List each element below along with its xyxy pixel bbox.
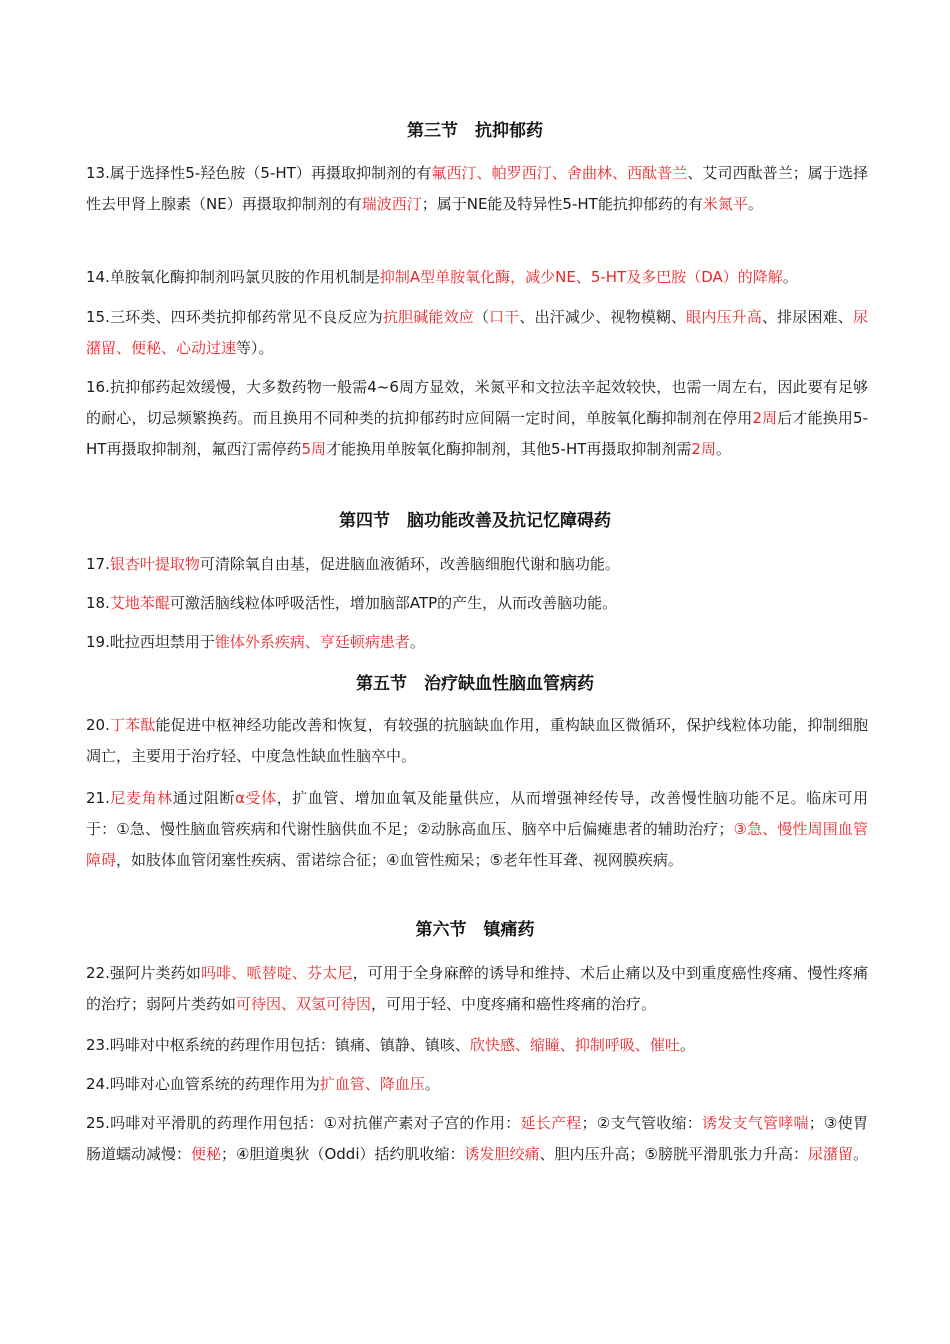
paragraph-18 bbox=[86, 588, 868, 619]
text-run: ，可用于轻、中度疼痛和癌性疼痛的治疗。 bbox=[371, 995, 657, 1013]
highlighted-text: 5周 bbox=[301, 440, 326, 458]
text-run: ；④胆道奥狄（Oddi）括约肌收缩： bbox=[221, 1145, 465, 1163]
paragraph-21 bbox=[86, 783, 868, 876]
text-run: ；②支气管收缩： bbox=[581, 1114, 702, 1132]
text-run: 、排尿困难、 bbox=[761, 308, 853, 326]
highlighted-text: 可待因、双氢可待因 bbox=[236, 995, 372, 1013]
section-heading: 第三节 抗抑郁药 bbox=[407, 121, 543, 141]
highlighted-text: 抑制A型单胺氧化酶，减少NE、5-HT及多巴胺（DA）的降解 bbox=[379, 268, 783, 286]
highlighted-text: 尼麦角林 bbox=[109, 789, 173, 807]
highlighted-text: 欣快感、缩瞳、抑制呼吸、催吐 bbox=[469, 1036, 680, 1054]
paragraph-20 bbox=[86, 710, 868, 772]
text-run: 可清除氧自由基，促进脑血液循环，改善脑细胞代谢和脑功能。 bbox=[199, 555, 620, 573]
highlighted-text: 丁苯酞 bbox=[109, 716, 156, 734]
highlighted-text: ③急、慢性周围血管障碍 bbox=[86, 820, 868, 869]
text-run: 25.吗啡对平滑肌的药理作用包括：①对抗催产素对子宫的作用： bbox=[86, 1114, 521, 1132]
highlighted-text: 扩血管、降血压 bbox=[319, 1075, 425, 1093]
text-run: 17. bbox=[86, 555, 110, 573]
text-run: 20. bbox=[86, 716, 110, 734]
paragraph-14 bbox=[86, 262, 868, 293]
paragraph-17 bbox=[86, 549, 868, 580]
text-run: 可激活脑线粒体呼吸活性，增加脑部ATP的产生，从而改善脑功能。 bbox=[169, 594, 618, 612]
highlighted-text: 艾地苯醌 bbox=[109, 594, 170, 612]
text-run: 15.三环类、四环类抗抑郁药常见不良反应为 bbox=[86, 308, 383, 326]
section-heading: 第五节 治疗缺血性脑血管病药 bbox=[356, 674, 594, 694]
paragraph-16 bbox=[86, 372, 868, 465]
text-run: 。 bbox=[747, 195, 763, 213]
text-run: 。 bbox=[409, 633, 425, 651]
paragraph-25 bbox=[86, 1108, 868, 1170]
text-run: ，可用于全身麻醉的诱导和维持、术后止痛以及中到重度癌性疼痛、慢性疼痛的治疗；弱阿片类药如 bbox=[86, 964, 868, 1013]
highlighted-text: 尿潴留、便秘、心动过速 bbox=[86, 308, 868, 357]
text-run: 22.强阿片类药如 bbox=[86, 964, 201, 982]
text-run: 13.属于选择性5-羟色胺（5-HT）再摄取抑制剂的有 bbox=[86, 164, 432, 182]
highlighted-text: α受体 bbox=[235, 789, 277, 807]
text-run: ；③使胃肠道蠕动减慢： bbox=[86, 1114, 868, 1163]
paragraph-13 bbox=[86, 158, 868, 220]
text-run: 、出汗减少、视物模糊、 bbox=[519, 308, 687, 326]
highlighted-text: 延长产程 bbox=[520, 1114, 582, 1132]
text-run: 。 bbox=[679, 1036, 695, 1054]
highlighted-text: 锥体外系疾病、亨廷顿病患者 bbox=[214, 633, 410, 651]
highlighted-text: 尿潴留 bbox=[807, 1145, 853, 1163]
text-run: 。 bbox=[782, 268, 798, 286]
paragraph-19 bbox=[86, 627, 868, 658]
text-run: （ bbox=[473, 308, 490, 326]
highlighted-text: 2周 bbox=[752, 409, 778, 427]
text-run: 23.吗啡对中枢系统的药理作用包括：镇痛、镇静、镇咳、 bbox=[86, 1036, 470, 1054]
paragraph-24 bbox=[86, 1069, 868, 1100]
text-run: 21. bbox=[86, 789, 110, 807]
highlighted-text: 瑞波西汀 bbox=[361, 195, 422, 213]
highlighted-text: 诱发支气管哮喘 bbox=[701, 1114, 809, 1132]
highlighted-text: 眼内压升高 bbox=[686, 308, 762, 326]
highlighted-text: 2周 bbox=[691, 440, 716, 458]
highlighted-text: 诱发胆绞痛 bbox=[464, 1145, 540, 1163]
text-run: 19.吡拉西坦禁用于 bbox=[86, 633, 215, 651]
text-run: ；属于NE能及特异性5-HT能抗抑郁药的有 bbox=[421, 195, 703, 213]
highlighted-text: 吗啡、哌替啶、芬太尼 bbox=[201, 964, 353, 982]
highlighted-text: 氟西汀、帕罗西汀、舍曲林、西酞普兰 bbox=[431, 164, 688, 182]
section-heading: 第六节 镇痛药 bbox=[415, 920, 535, 940]
text-run: ，扩血管、增加血氧及能量供应，从而增强神经传导，改善慢性脑功能不足。临床可用于：①急、慢性脑血管疾病和代谢性脑供血不足；②动脉高血压、脑卒中后偏瘫患者的辅助治疗； bbox=[86, 789, 868, 838]
text-run: ，如肢体血管闭塞性疾病、雷诺综合征；④血管性痴呆；⑤老年性耳聋、视网膜疾病。 bbox=[116, 851, 683, 869]
paragraph-23 bbox=[86, 1030, 868, 1061]
section-heading: 第四节 脑功能改善及抗记忆障碍药 bbox=[339, 511, 611, 531]
text-run: 、艾司西酞普兰；属于选择性去甲肾上腺素（NE）再摄取抑制剂的有 bbox=[86, 164, 868, 213]
text-run: 通过阻断 bbox=[172, 789, 236, 807]
text-run: 才能换用单胺氧化酶抑制剂，其他5-HT再摄取抑制剂需 bbox=[326, 440, 692, 458]
highlighted-text: 抗胆碱能效应 bbox=[382, 308, 474, 326]
paragraph-22 bbox=[86, 958, 868, 1020]
text-run: 18. bbox=[86, 594, 110, 612]
text-run: 、胆内压升高；⑤膀胱平滑肌张力升高： bbox=[539, 1145, 808, 1163]
text-run: 。 bbox=[852, 1145, 868, 1163]
highlighted-text: 便秘 bbox=[191, 1145, 222, 1163]
text-run: 24.吗啡对心血管系统的药理作用为 bbox=[86, 1075, 320, 1093]
text-run: 14.单胺氧化酶抑制剂吗氯贝胺的作用机制是 bbox=[86, 268, 380, 286]
highlighted-text: 口干 bbox=[489, 308, 520, 326]
highlighted-text: 米氮平 bbox=[702, 195, 748, 213]
highlighted-text: 银杏叶提取物 bbox=[109, 555, 200, 573]
text-run: 16.抗抑郁药起效缓慢，大多数药物一般需4~6周方显效，米氮平和文拉法辛起效较快，也需一周左右，因此要有足够的耐心，切忌频繁换药。而且换用不同种类的抗抑郁药时应间隔一定时间，单胺氧化酶抑制剂在停用 bbox=[86, 378, 868, 427]
text-run: 后才能换用5-HT再摄取抑制剂，氟西汀需停药 bbox=[86, 409, 868, 458]
text-run: 等）。 bbox=[236, 339, 274, 357]
text-run: 。 bbox=[424, 1075, 440, 1093]
paragraph-15 bbox=[86, 302, 868, 364]
text-run: 。 bbox=[715, 440, 731, 458]
text-run: 能促进中枢神经功能改善和恢复，有较强的抗脑缺血作用，重构缺血区微循环，保护线粒体功能，抑制细胞凋亡，主要用于治疗轻、中度急性缺血性脑卒中。 bbox=[86, 716, 868, 765]
